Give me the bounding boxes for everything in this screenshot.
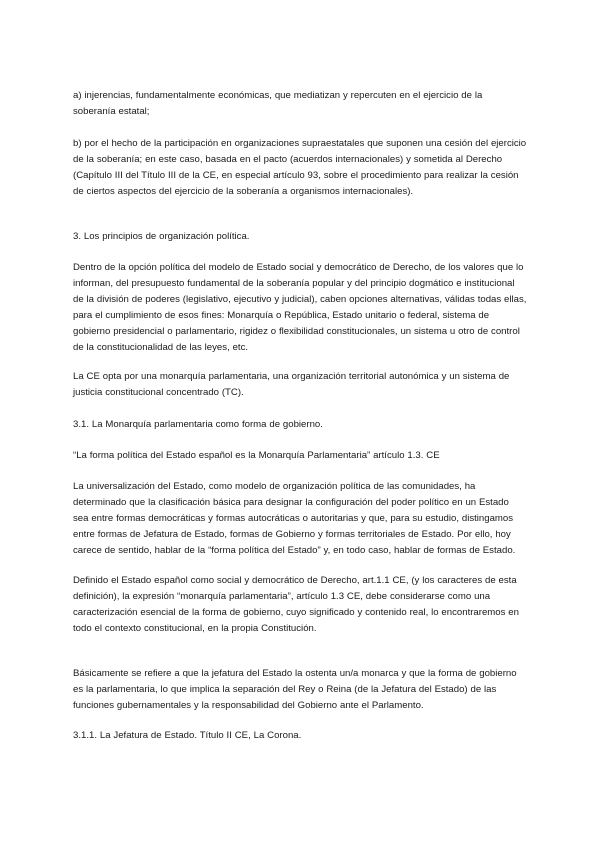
- section-heading-3-1: 3.1. La Monarquía parlamentaria como forma de gobierno.: [73, 419, 323, 430]
- section-heading-3: 3. Los principios de organización política.: [73, 231, 250, 242]
- paragraph-basicamente: Básicamente se refiere a que la jefatura del Estado la ostenta un/a monarca y que la forma de gobierno es la parlamentaria, lo que implica la separación del Rey o Reina (de la Jefatura del Estado) de las funciones gubernamentales y la responsabilidad del Gobierno ante el Parlamento.: [73, 668, 517, 711]
- quote-article-1-3: “La forma política del Estado español es la Monarquía Parlamentaria” artículo 1.3. CE: [73, 450, 440, 461]
- section-heading-3-1-1: 3.1.1. La Jefatura de Estado. Título II CE, La Corona.: [73, 730, 302, 741]
- paragraph-ce-opta: La CE opta por una monarquía parlamentaria, una organización territorial autonómica y un sistema de justicia constitucional concentrado (TC).: [73, 371, 510, 398]
- paragraph-item-a: a) injerencias, fundamentalmente económicas, que mediatizan y repercuten en el ejercicio de la soberanía estatal;: [73, 90, 483, 117]
- paragraph-principles: Dentro de la opción política del modelo de Estado social y democrático de Derecho, de los valores que lo informan, del presupuesto fundamental de la soberanía popular y del principio dogmático e institucional de la división de poderes (legislativo, ejecutivo y judicial), caben opciones alternativas, válidas todas ellas, para el cumplimiento de esos fines: Monarquía o República, Estado unitario o federal, sistema de gobierno presidencial o parlamentario, rigidez o flexibilidad constitucionales, un sistema u otro de control de la constitucionalidad de las leyes, etc.: [73, 262, 527, 353]
- paragraph-item-b: b) por el hecho de la participación en organizaciones supraestatales que suponen una cesión del ejercicio de la soberanía; en este caso, basada en el pacto (acuerdos internacionales) y sometida al Derecho (Capítulo III del Título III de la CE, en especial artículo 93, sobre el procedimiento para realizar la cesión de ciertos aspectos del ejercicio de la soberanía a organismos internacionales).: [73, 138, 527, 197]
- paragraph-definido: Definido el Estado español como social y democrático de Derecho, art.1.1 CE, (y los caracteres de esta definición), la expresión “monarquía parlamentaria”, artículo 1.3 CE, debe considerarse como una caracterización esencial de la forma de gobierno, cuyo significado y contenido real, lo encontraremos en todo el contexto constitucional, en la propia Constitución.: [73, 575, 519, 634]
- paragraph-universalizacion: La universalización del Estado, como modelo de organización política de las comunidades, ha determinado que la clasificación básica para designar la configuración del poder político en un Estado sea entre formas democráticas y formas autocráticas o autoritarias y que, para su estudio, distingamos entre formas de Jefatura de Estado, formas de Gobierno y formas territoriales de Estado. Por ello, hoy carece de sentido, hablar de la “forma política del Estado” y, en todo caso, hablar de formas de Estado.: [73, 481, 516, 556]
